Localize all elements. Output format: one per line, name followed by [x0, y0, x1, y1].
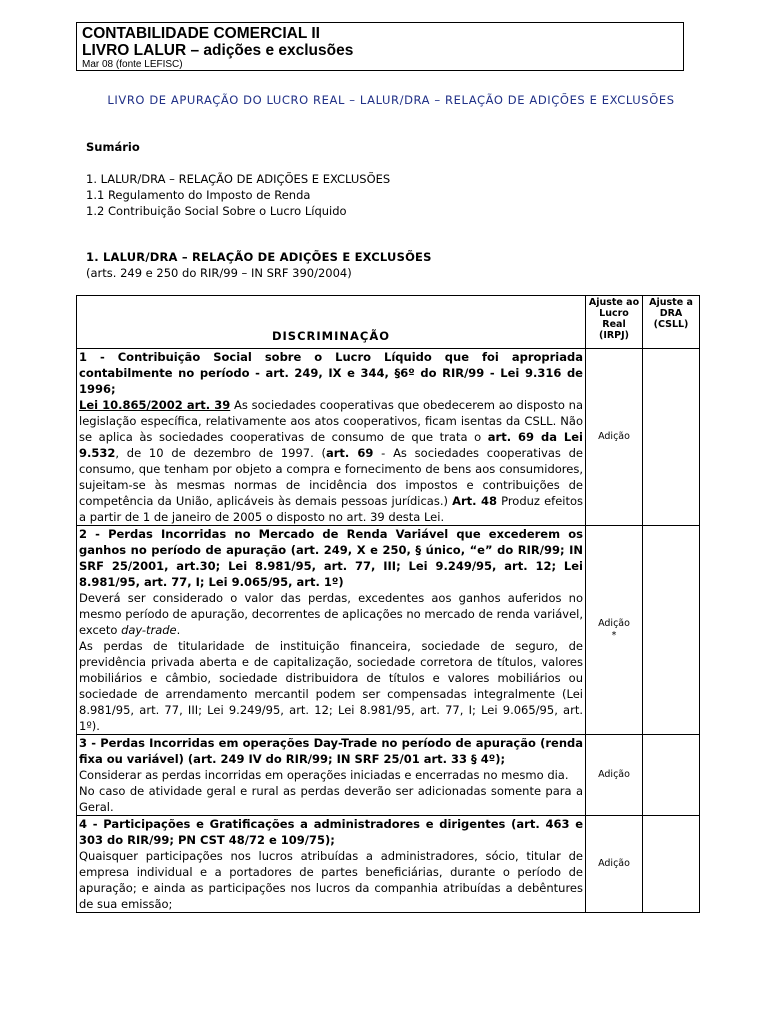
table-row: [77, 816, 700, 913]
row-description: 4 - Participações e Gratificações a administradores e dirigentes (art. 463 e 303 do RIR/99; PN CST 48/72 e 109/75); Quaisquer participações nos lucros atribuídas a administradores, sócio, titular de empresa individual e a portadores de partes beneficiárias, durante o período de apuração; e ainda as participações nos lucros da companhia atribuídas a debêntures de sua emissão;: [77, 816, 586, 913]
column-header-csll: Ajuste a DRA (CSLL): [643, 296, 700, 349]
page-title: LIVRO DE APURAÇÃO DO LUCRO REAL – LALUR/DRA – RELAÇÃO DE ADIÇÕES E EXCLUSÕES: [107, 93, 675, 107]
summary-list: [86, 171, 390, 219]
row-title: 1 - Contribuição Social sobre o Lucro Líquido que foi apropriada contabilmente no período - art. 249, IX e 344, §6º do RIR/99 - Lei 9.316 de 1996;: [79, 350, 583, 396]
table-row: [77, 526, 700, 735]
row-description: 1 - Contribuição Social sobre o Lucro Líquido que foi apropriada contabilmente no período - art. 249, IX e 344, §6º do RIR/99 - Lei 9.316 de 1996; Lei 10.865/2002 art. 39 As sociedades cooperativas que obedecerem ao disposto na legislação específica, relativamente aos atos cooperativos, ficam isentas da CSLL. Não se aplica às sociedades cooperativas de consumo de que trata o art. 69 da Lei 9.532, de 10 de dezembro de 1997. (art. 69 - As sociedades cooperativas de consumo, que tenham por objeto a compra e fornecimento de bens aos consumidores, sujeitam-se às mesmas normas de incidência dos impostos e contribuições de competência da União, aplicáveis às demais pessoas jurídicas.) Art. 48 Produz efeitos a partir de 1 de janeiro de 2005 o disposto no art. 39 desta Lei.: [77, 349, 586, 526]
document-header-box: [76, 22, 684, 71]
irpj-adjustment: Adição *: [586, 526, 643, 735]
summary-item: 1.2 Contribuição Social Sobre o Lucro Líquido: [86, 204, 347, 218]
irpj-adjustment: Adição: [586, 349, 643, 526]
table-row: [77, 349, 700, 526]
section-heading-block: [86, 249, 432, 281]
csll-adjustment: [643, 735, 700, 816]
section-subheading: (arts. 249 e 250 do RIR/99 – IN SRF 390/2004): [86, 266, 352, 280]
column-header-irpj: Ajuste ao Lucro Real (IRPJ): [586, 296, 643, 349]
row-description: 3 - Perdas Incorridas em operações Day-Trade no período de apuração (renda fixa ou variável) (art. 249 IV do RIR/99; IN SRF 25/01 art. 33 § 4º); Considerar as perdas incorridas em operações iniciadas e encerradas no mesmo dia. No caso de atividade geral e rural as perdas deverão ser adicionadas somente para a Geral.: [77, 735, 586, 816]
section-heading: 1. LALUR/DRA – RELAÇÃO DE ADIÇÕES E EXCLUSÕES: [86, 250, 432, 264]
source-date: Mar 08 (fonte LEFISC): [82, 59, 183, 70]
irpj-adjustment: Adição: [586, 735, 643, 816]
csll-adjustment: [643, 816, 700, 913]
summary-heading: Sumário: [86, 140, 140, 154]
adjustments-table: [76, 295, 700, 913]
row-title: 2 - Perdas Incorridas no Mercado de Renda Variável que excederem os ganhos no período de apuração (art. 249, X e 250, § único, “e” do RIR/99; IN SRF 25/2001, art.30; Lei 8.981/95, art. 77, III; Lei 9.249/95, art. 12; Lei 8.981/95, art. 77, I; Lei 9.065/95, art. 1º): [79, 527, 583, 589]
footnote-marker: *: [611, 630, 617, 641]
row-title: 4 - Participações e Gratificações a administradores e dirigentes (art. 463 e 303 do RIR/99; PN CST 48/72 e 109/75);: [79, 817, 583, 847]
row-title: 3 - Perdas Incorridas em operações Day-Trade no período de apuração (renda fixa ou variável) (art. 249 IV do RIR/99; IN SRF 25/01 art. 33 § 4º);: [79, 736, 583, 766]
summary-item: 1.1 Regulamento do Imposto de Renda: [86, 188, 311, 202]
row-description: 2 - Perdas Incorridas no Mercado de Renda Variável que excederem os ganhos no período de apuração (art. 249, X e 250, § único, “e” do RIR/99; IN SRF 25/2001, art.30; Lei 8.981/95, art. 77, III; Lei 9.249/95, art. 12; Lei 8.981/95, art. 77, I; Lei 9.065/95, art. 1º) Deverá ser considerado o valor das perdas, excedentes aos ganhos auferidos no mesmo período de apuração, decorrentes de aplicações no mercado de renda variável, exceto day-trade. As perdas de titularidade de instituição financeira, sociedade de seguro, de previdência privada aberta e de capitalização, sociedade corretora de títulos, valores mobiliários e câmbio, sociedade distribuidora de títulos e valores mobiliários ou sociedade de arrendamento mercantil podem ser compensadas integralmente (Lei 8.981/95, art. 77, III; Lei 9.249/95, art. 12; Lei 8.981/95, art. 77, I; Lei 9.065/95, art. 1º).: [77, 526, 586, 735]
course-title: CONTABILIDADE COMERCIAL II: [82, 25, 320, 42]
topic-title: LIVRO LALUR – adições e exclusões: [82, 42, 354, 59]
csll-adjustment: [643, 349, 700, 526]
table-row: [77, 735, 700, 816]
summary-item: 1. LALUR/DRA – RELAÇÃO DE ADIÇÕES E EXCLUSÕES: [86, 172, 391, 186]
table-header-row: [77, 296, 700, 349]
column-header-discriminacao: DISCRIMINAÇÃO: [77, 296, 586, 349]
irpj-adjustment: Adição: [586, 816, 643, 913]
legal-reference-link: Lei 10.865/2002 art. 39: [79, 398, 231, 412]
csll-adjustment: [643, 526, 700, 735]
